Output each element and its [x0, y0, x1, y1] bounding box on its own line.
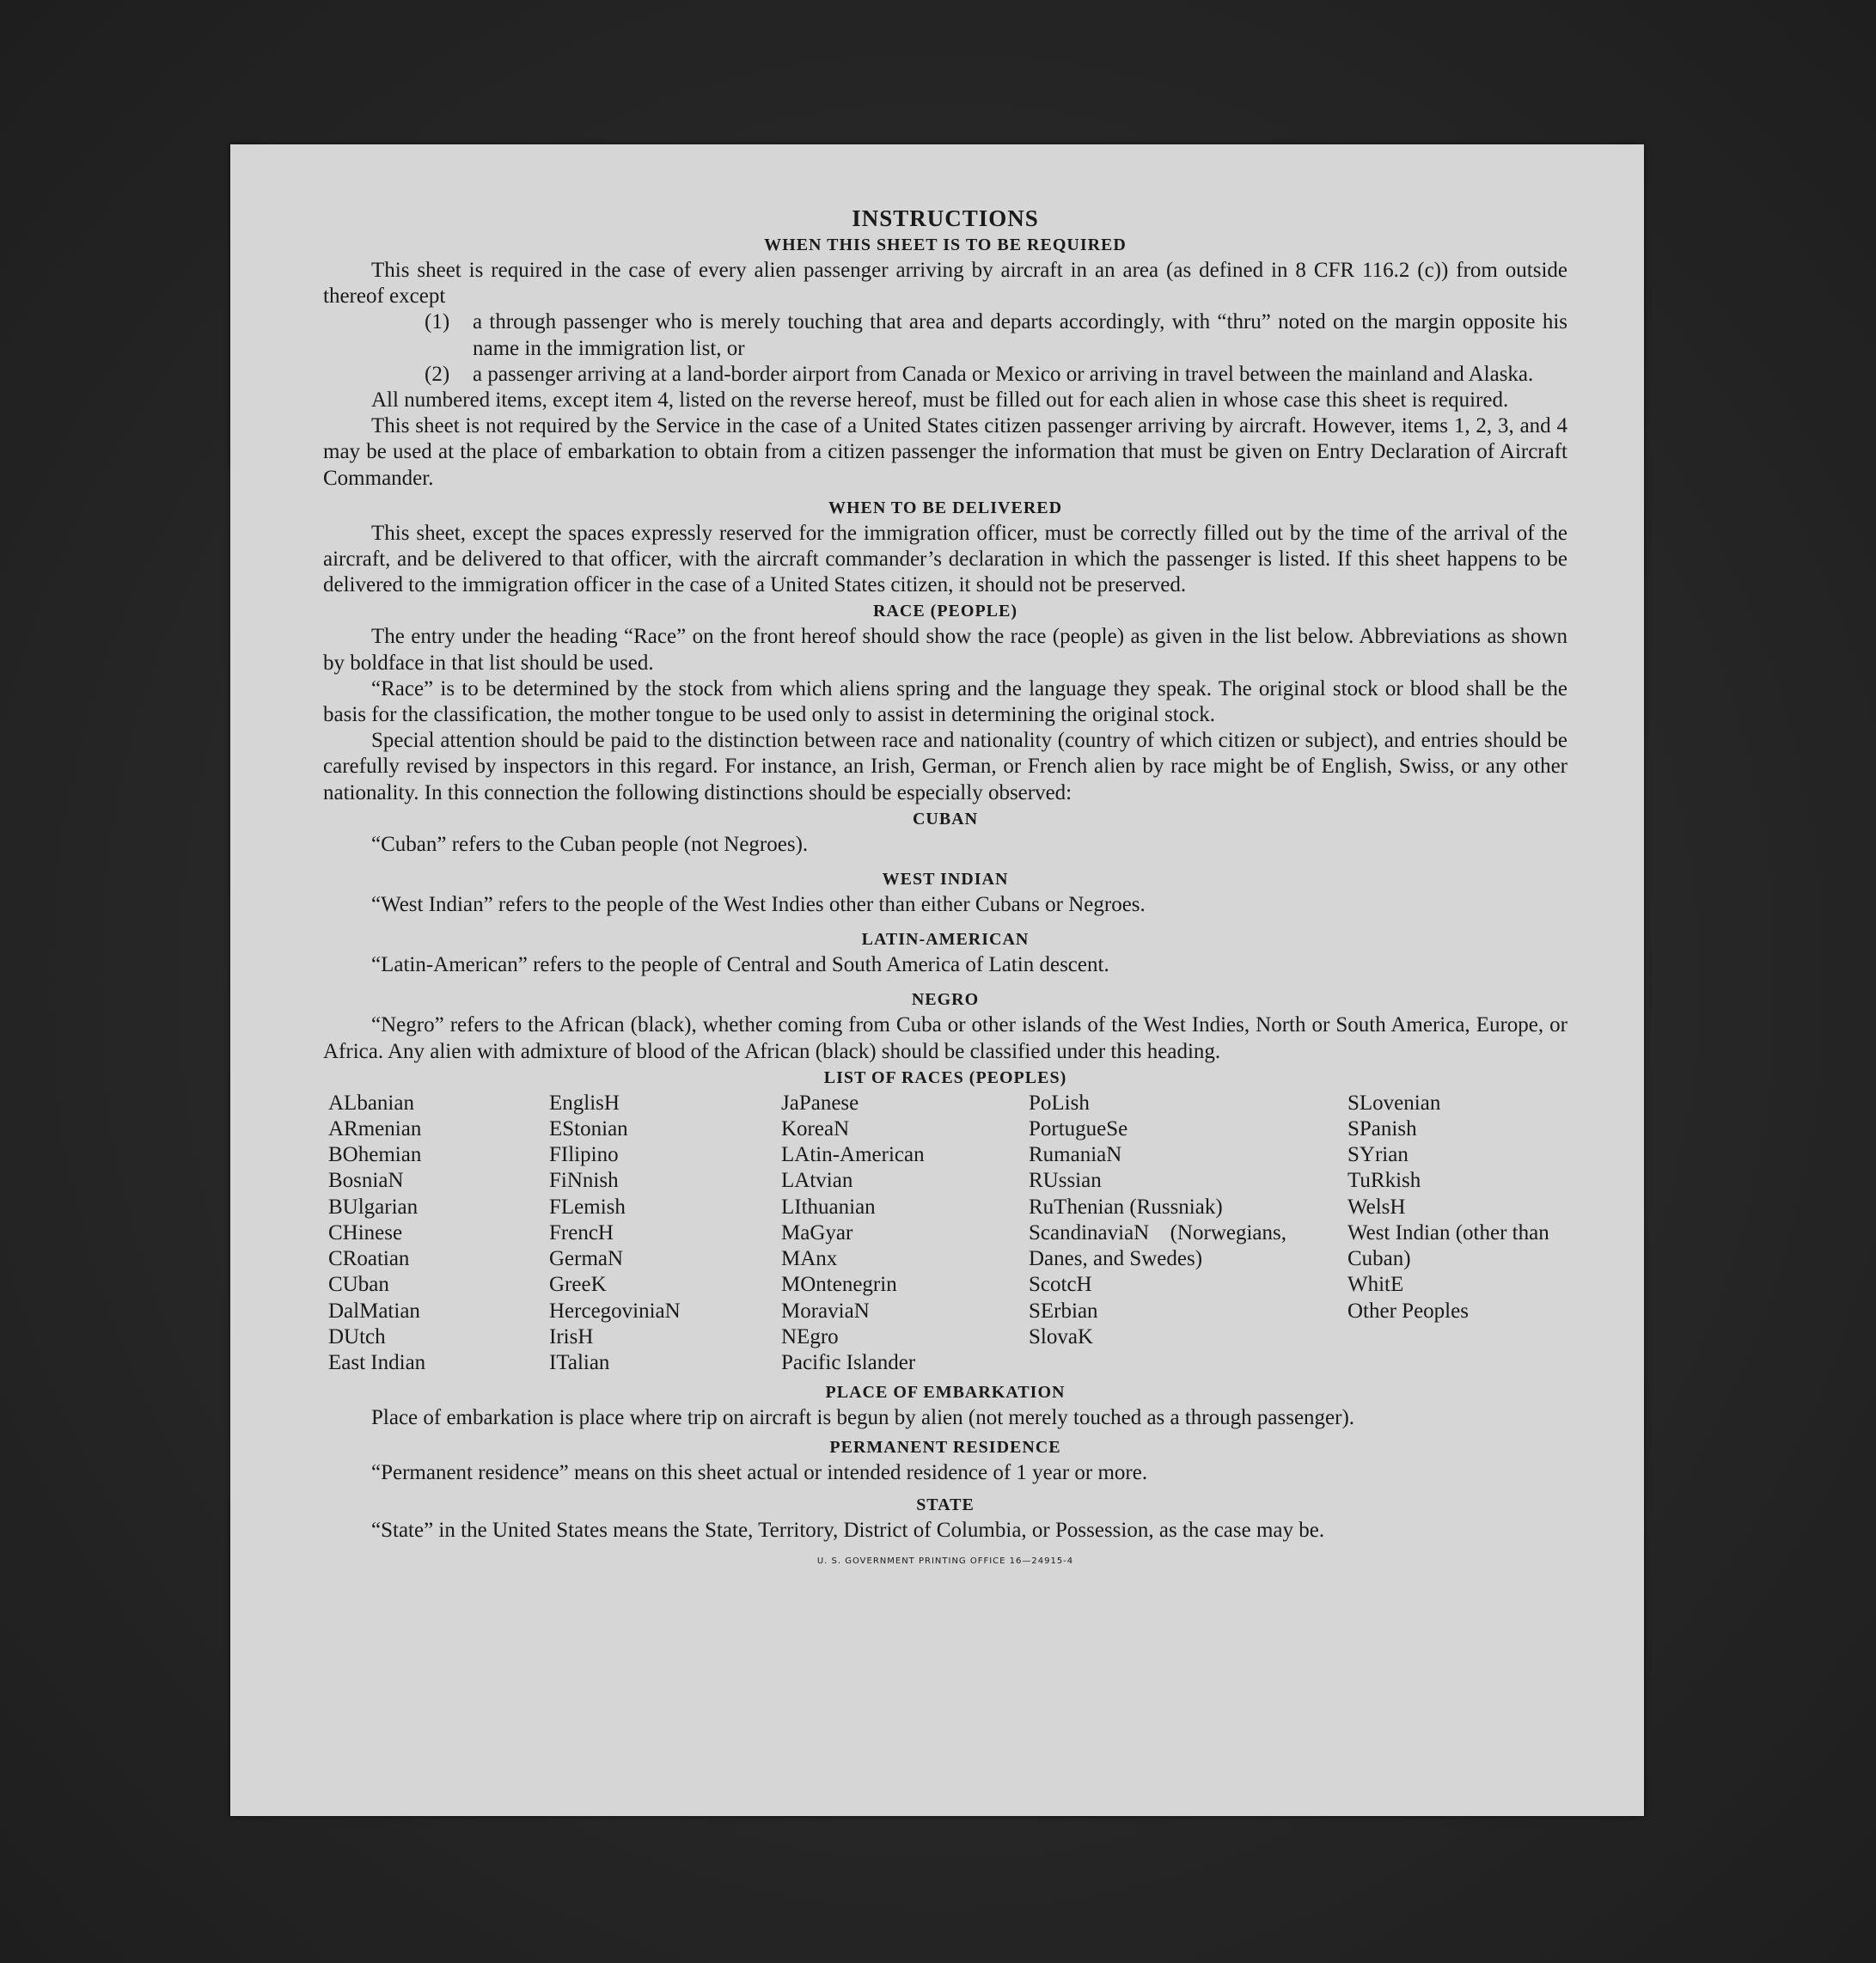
- race-entry: Pacific Islander: [781, 1350, 916, 1374]
- section-heading-state: STATE: [916, 1495, 975, 1514]
- race-list-column: [549, 1091, 781, 1376]
- race-paragraph-1: The entry under the heading “Race” on the front hereof should show the race (people) as given in the list below. Abbreviations as shown by boldface in that list should be used.: [323, 625, 1567, 675]
- race-entry: WelsH: [1347, 1195, 1406, 1219]
- section-heading-when-required: WHEN THIS SHEET IS TO BE REQUIRED: [764, 235, 1127, 254]
- race-entry: RuThenian (Russniak): [1029, 1195, 1223, 1219]
- race-entry: SLovenian: [1347, 1091, 1441, 1115]
- race-entry: ARmenian: [328, 1117, 422, 1141]
- race-entry: BOhemian: [328, 1143, 422, 1167]
- item-number: (1): [425, 310, 450, 334]
- race-entry: WhitE: [1347, 1273, 1404, 1297]
- race-list-column: [781, 1091, 1029, 1376]
- race-entry: MAnx: [781, 1247, 838, 1271]
- race-entry: DUtch: [328, 1324, 386, 1348]
- race-entry: ITalian: [549, 1350, 610, 1374]
- instructions-content: [323, 205, 1567, 1575]
- race-entry: DalMatian: [328, 1299, 420, 1323]
- exception-item: [425, 309, 1567, 361]
- required-paragraph-1: This sheet is required in the case of every alien passenger arriving by aircraft in an area (as defined in 8 CFR 116.2 (c)) from outside thereof except: [323, 259, 1567, 309]
- race-list-column: [328, 1091, 549, 1376]
- section-heading-residence: PERMANENT RESIDENCE: [829, 1438, 1061, 1458]
- section-heading-race: RACE (PEOPLE): [873, 602, 1017, 621]
- race-entry: BUlgarian: [328, 1195, 419, 1219]
- race-entry: West Indian (other than Cuban): [1347, 1220, 1549, 1271]
- item-text: a passenger arriving at a land-border airport from Canada or Mexico or arriving in travel between the mainland and Alaska.: [473, 362, 1534, 386]
- race-entry: ScandinaviaN (Norwegians, Danes, and Swedes): [1029, 1220, 1286, 1271]
- race-entry: LAtin-American: [781, 1143, 925, 1167]
- race-entry: EnglisH: [549, 1091, 620, 1115]
- race-entry: SPanish: [1347, 1117, 1417, 1141]
- race-entry: MaGyar: [781, 1220, 853, 1244]
- race-entry: FrencH: [549, 1220, 614, 1244]
- latin-american-definition: “Latin-American” refers to the people of Central and South America of Latin descent.: [371, 953, 1109, 977]
- race-entry: SlovaK: [1029, 1324, 1093, 1348]
- race-entry: FLemish: [549, 1195, 626, 1219]
- state-definition: “State” in the United States means the State, Territory, District of Columbia, or Possession, as the case may be.: [371, 1518, 1325, 1542]
- section-heading-negro: NEGRO: [911, 990, 980, 1010]
- race-entry: CUban: [328, 1273, 389, 1297]
- item-number: (2): [425, 362, 450, 386]
- race-entry: EStonian: [549, 1117, 628, 1141]
- race-entry: NEgro: [781, 1324, 839, 1348]
- race-entry: FIlipino: [549, 1143, 619, 1167]
- section-heading-cuban: CUBAN: [912, 809, 979, 829]
- race-entry: ALbanian: [328, 1091, 414, 1115]
- race-entry: RUssian: [1029, 1169, 1102, 1193]
- section-heading-west-indian: WEST INDIAN: [882, 870, 1009, 890]
- section-heading-when-delivered: WHEN TO BE DELIVERED: [828, 498, 1063, 517]
- race-entry: MOntenegrin: [781, 1273, 897, 1297]
- section-heading-list-of-races: LIST OF RACES (PEOPLES): [823, 1067, 1067, 1087]
- race-entry: LIthuanian: [781, 1195, 876, 1219]
- required-paragraph-2: All numbered items, except item 4, listed on the reverse hereof, must be filled out for each alien in whose case this sheet is required.: [371, 388, 1509, 413]
- race-entry: PortugueSe: [1029, 1117, 1128, 1141]
- printer-imprint: U. S. GOVERNMENT PRINTING OFFICE 16—24915-4: [816, 1556, 1074, 1566]
- race-paragraph-2: “Race” is to be determined by the stock from which aliens spring and the language they speak. The original stock or blood shall be the basis for the classification, the mother tongue to be used only to assist in determining the original stock.: [323, 676, 1567, 727]
- section-heading-latin-american: LATIN-AMERICAN: [861, 930, 1030, 950]
- west-indian-definition: “West Indian” refers to the people of the West Indies other than either Cubans or Negroes.: [371, 893, 1146, 917]
- embarkation-definition: Place of embarkation is place where trip on aircraft is begun by alien (not merely touched as a through passenger).: [371, 1406, 1355, 1430]
- race-entry: CRoatian: [328, 1247, 410, 1271]
- race-entry: ScotcH: [1029, 1273, 1092, 1297]
- required-paragraph-3: This sheet is not required by the Service in the case of a United States citizen passenger arriving by aircraft. However, items 1, 2, 3, and 4 may be used at the place of embarkation to obtain from a citizen passenger the information that must be given on Entry Declaration of Aircraft Commander.: [323, 414, 1567, 490]
- residence-definition: “Permanent residence” means on this sheet actual or intended residence of 1 year or more.: [371, 1461, 1148, 1485]
- race-entry: PoLish: [1029, 1091, 1090, 1115]
- cuban-definition: “Cuban” refers to the Cuban people (not Negroes).: [371, 832, 809, 856]
- race-list-column: [1029, 1091, 1347, 1376]
- race-entry: SYrian: [1347, 1143, 1409, 1167]
- race-entry: BosniaN: [328, 1169, 404, 1193]
- race-entry: SErbian: [1029, 1299, 1098, 1323]
- delivered-paragraph: This sheet, except the spaces expressly reserved for the immigration officer, must be correctly filled out by the time of the arrival of the aircraft, and be delivered to that officer, with the aircraft commander’s declaration in which the passenger is listed. If this sheet happens to be delivered to the immigration officer in the case of a United States citizen, it should not be preserved.: [323, 521, 1567, 597]
- race-entry: Other Peoples: [1347, 1299, 1469, 1323]
- race-list-column: [1347, 1091, 1573, 1376]
- race-list: [328, 1091, 1567, 1376]
- race-entry: GermaN: [549, 1247, 624, 1271]
- race-entry: MoraviaN: [781, 1299, 870, 1323]
- race-entry: TuRkish: [1347, 1169, 1421, 1193]
- race-paragraph-3: Special attention should be paid to the distinction between race and nationality (country of which citizen or subject), and entries should be carefully revised by inspectors in this regard. For instance, an Irish, German, or French alien by race might be of English, Swiss, or any other nationality. In this connection the following distinctions should be especially observed:: [323, 729, 1567, 804]
- race-entry: JaPanese: [781, 1091, 859, 1115]
- race-entry: East Indian: [328, 1350, 426, 1374]
- race-entry: IrisH: [549, 1324, 594, 1348]
- negro-definition: “Negro” refers to the African (black), whether coming from Cuba or other islands of the West Indies, North or South America, Europe, or Africa. Any alien with admixture of blood of the African (black) should be classified under this heading.: [323, 1013, 1567, 1063]
- race-entry: FiNnish: [549, 1169, 619, 1193]
- exception-item: [425, 362, 1567, 388]
- race-entry: LAtvian: [781, 1169, 853, 1193]
- race-entry: RumaniaN: [1029, 1143, 1122, 1167]
- race-entry: CHinese: [328, 1220, 403, 1244]
- page-title: INSTRUCTIONS: [852, 205, 1039, 231]
- race-entry: HercegoviniaN: [549, 1299, 681, 1323]
- race-entry: KoreaN: [781, 1117, 850, 1141]
- race-entry: GreeK: [549, 1273, 607, 1297]
- item-text: a through passenger who is merely touching that area and departs accordingly, with “thru” noted on the margin opposite his name in the immigration list, or: [473, 310, 1567, 360]
- section-heading-embarkation: PLACE OF EMBARKATION: [825, 1383, 1066, 1403]
- document-page: [230, 144, 1644, 1816]
